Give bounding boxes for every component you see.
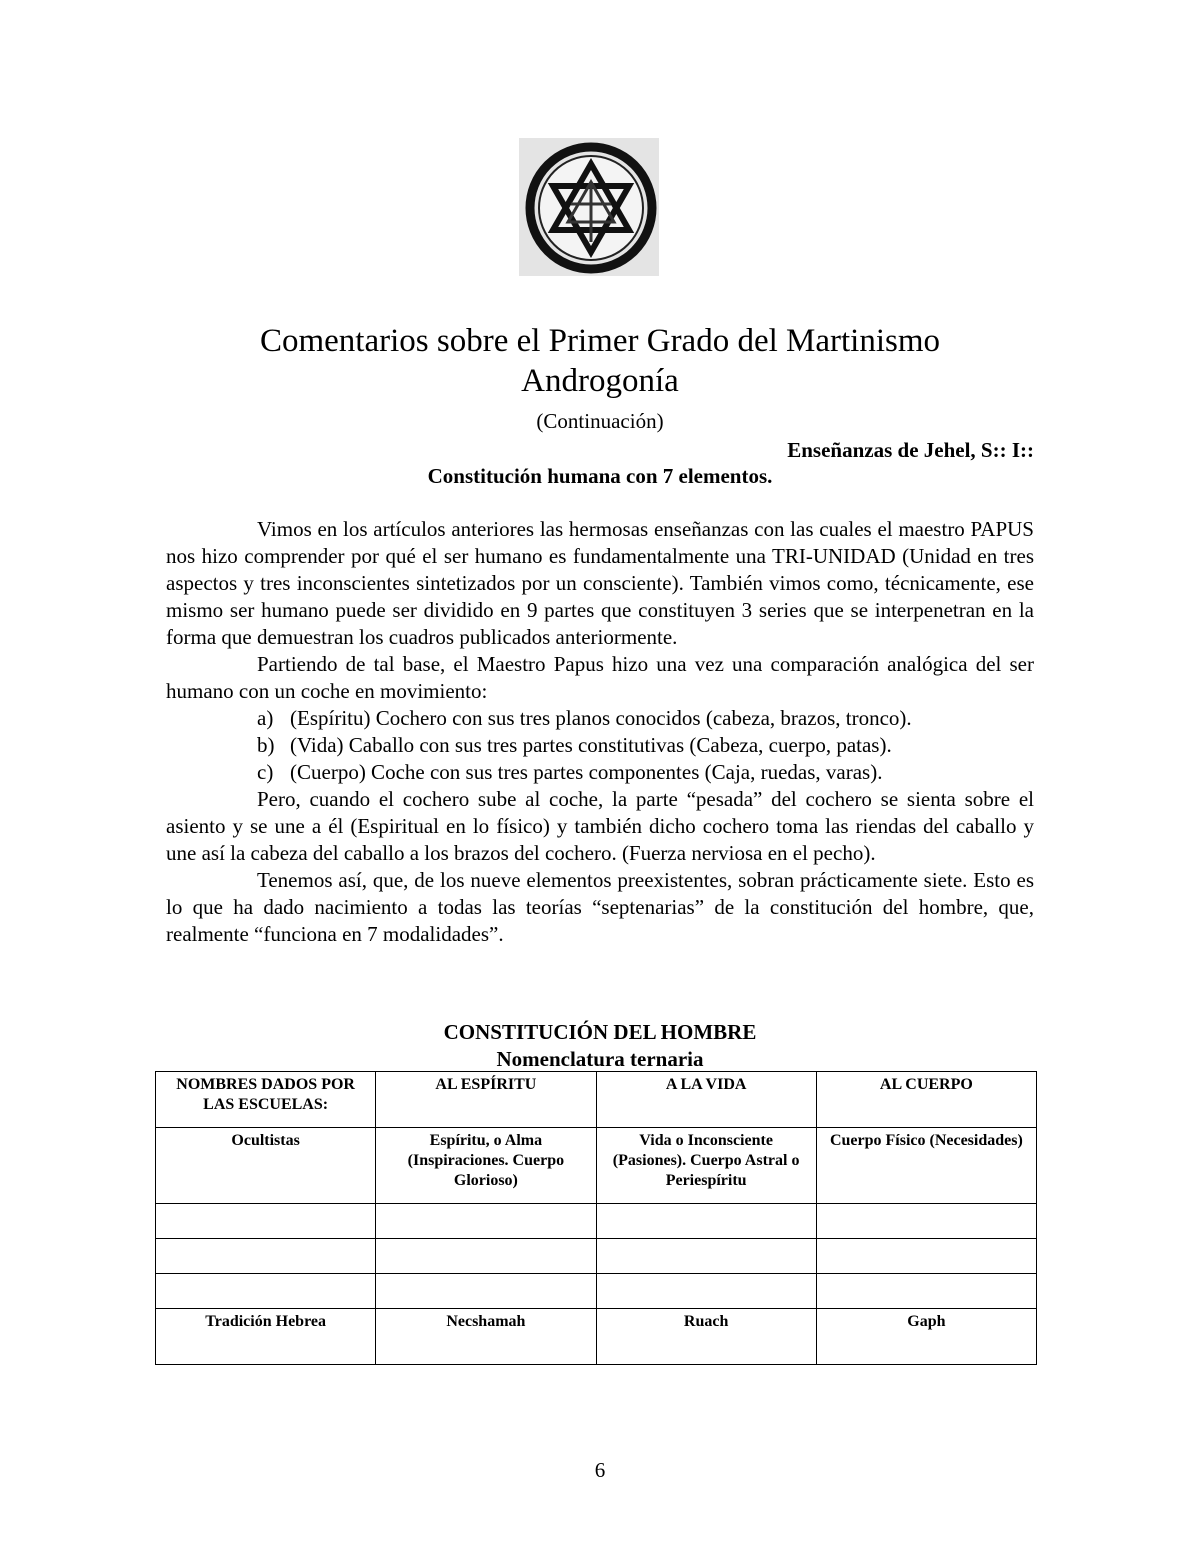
author-line: Enseñanzas de Jehel, S:: I:: <box>787 438 1034 462</box>
header-cell-schools: NOMBRES DADOS POR LAS ESCUELAS: <box>156 1072 376 1128</box>
table-cell: Ruach <box>596 1309 816 1365</box>
paragraph-3: Pero, cuando el cochero sube al coche, la parte “pesada” del cochero se sienta sobre el asiento y se une a él (Espiritual en lo físico) y también dicho cochero toma las riendas del caballo y une así la cabeza del caballo a los brazos del cochero. (Fuerza nerviosa en el pecho). <box>166 787 1034 865</box>
table-row <box>156 1204 1037 1239</box>
page-number: 6 <box>594 1458 606 1482</box>
table-cell <box>596 1204 816 1239</box>
table-cell <box>816 1204 1036 1239</box>
list-item-text: (Vida) Caballo con sus tres partes constitutivas (Cabeza, cuerpo, patas). <box>290 733 892 757</box>
table-cell <box>596 1239 816 1274</box>
list-item-text: (Espíritu) Cochero con sus tres planos conocidos (cabeza, brazos, tronco). <box>290 706 912 730</box>
continuation-note: (Continuación) <box>536 409 664 433</box>
header-cell-life: A LA VIDA <box>596 1072 816 1128</box>
header-cell-body: AL CUERPO <box>816 1072 1036 1128</box>
list-item <box>166 759 1034 786</box>
list-item <box>166 732 1034 759</box>
section-heading: Constitución humana con 7 elementos. <box>427 464 773 488</box>
table-header-row <box>156 1072 1037 1128</box>
body-text <box>166 516 1034 948</box>
table-row <box>156 1309 1037 1365</box>
list-item <box>166 705 1034 732</box>
table-cell: Necshamah <box>376 1309 596 1365</box>
table-cell: Espíritu, o Alma (Inspiraciones. Cuerpo Glorioso) <box>376 1128 596 1204</box>
list-marker: b) <box>257 733 275 757</box>
document-title: Comentarios sobre el Primer Grado del Martinismo <box>259 323 941 359</box>
table-row <box>156 1239 1037 1274</box>
list-marker: a) <box>257 706 274 730</box>
list-item-text: (Cuerpo) Coche con sus tres partes componentes (Caja, ruedas, varas). <box>290 760 883 784</box>
table-cell <box>376 1239 596 1274</box>
table-row <box>156 1128 1037 1204</box>
table-cell: Tradición Hebrea <box>156 1309 376 1365</box>
table-cell <box>816 1274 1036 1309</box>
table-cell <box>816 1239 1036 1274</box>
table-cell <box>376 1204 596 1239</box>
paragraph-4: Tenemos así, que, de los nueve elementos preexistentes, sobran prácticamente siete. Esto es lo que ha dado nacimiento a todas las teorías “septenarias” de la constitución del hombre, que, realmente “funciona en 7 modalidades”. <box>166 868 1034 946</box>
header-cell-spirit: AL ESPÍRITU <box>376 1072 596 1128</box>
table-subtitle: Nomenclatura ternaria <box>496 1047 704 1071</box>
table-cell: Cuerpo Físico (Necesidades) <box>816 1128 1036 1204</box>
table-cell <box>376 1274 596 1309</box>
table-cell: Vida o Inconsciente (Pasiones). Cuerpo Astral o Periespíritu <box>596 1128 816 1204</box>
table-cell: Ocultistas <box>156 1128 376 1204</box>
table-cell <box>156 1204 376 1239</box>
table-cell: Gaph <box>816 1309 1036 1365</box>
table-cell <box>596 1274 816 1309</box>
table-cell <box>156 1274 376 1309</box>
paragraph-1: Vimos en los artículos anteriores las hermosas enseñanzas con las cuales el maestro PAPUS nos hizo comprender por qué el ser humano es fundamentalmente una TRI-UNIDAD (Unidad en tres aspectos y tres inconscientes sintetizados por un consciente). También vimos como, técnicamente, ese mismo ser humano puede ser dividido en 9 partes que constituyen 3 series que se interpenetran en la forma que demuestran los cuadros publicados anteriormente. <box>166 517 1034 649</box>
table-row <box>156 1274 1037 1309</box>
nomenclature-table <box>155 1071 1037 1365</box>
analogy-list <box>166 705 1034 786</box>
hexagram-seal-icon <box>519 138 659 276</box>
list-marker: c) <box>257 760 274 784</box>
document-subtitle: Androgonía <box>521 363 679 399</box>
table-title: CONSTITUCIÓN DEL HOMBRE <box>443 1020 757 1044</box>
table-cell <box>156 1239 376 1274</box>
paragraph-2: Partiendo de tal base, el Maestro Papus hizo una vez una comparación analógica del ser humano con un coche en movimiento: <box>166 652 1034 703</box>
